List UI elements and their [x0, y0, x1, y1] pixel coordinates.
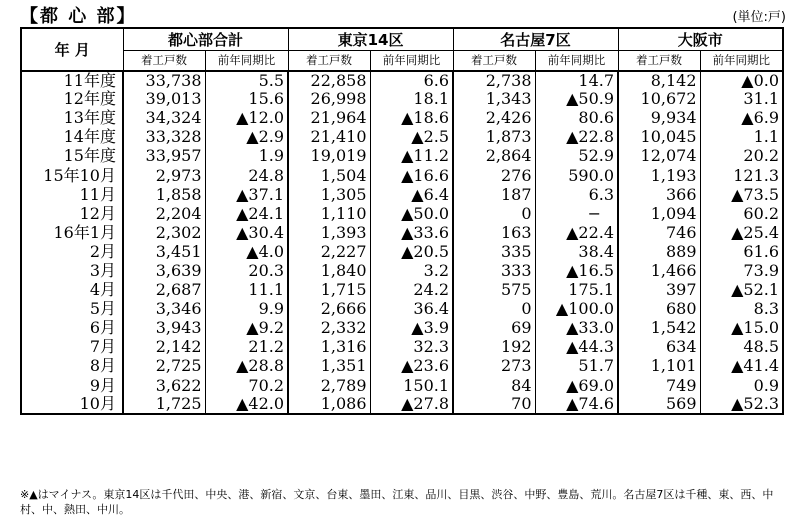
table-row: [21, 90, 783, 109]
starts-cell: 34,324: [123, 109, 205, 128]
starts-cell: 3,639: [123, 261, 205, 280]
starts-cell: 192: [453, 338, 535, 357]
starts-cell: 163: [453, 223, 535, 242]
starts-cell: 749: [618, 376, 700, 395]
yoy-cell: ▲52.3: [700, 395, 783, 414]
table-row: [21, 376, 783, 395]
row-label: 7月: [21, 338, 123, 357]
yoy-cell: ▲37.1: [205, 185, 288, 204]
yoy-cell: ▲22.4: [535, 223, 618, 242]
yoy-cell: ▲6.9: [700, 109, 783, 128]
starts-cell: 21,410: [288, 128, 370, 147]
yoy-cell: 70.2: [205, 376, 288, 395]
starts-cell: 569: [618, 395, 700, 414]
starts-cell: 335: [453, 242, 535, 261]
starts-cell: 70: [453, 395, 535, 414]
starts-cell: 187: [453, 185, 535, 204]
row-label: 12月: [21, 204, 123, 223]
yoy-cell: ▲52.1: [700, 281, 783, 300]
yoy-cell: ▲42.0: [205, 395, 288, 414]
table-row: [21, 71, 783, 90]
yoy-cell: 14.7: [535, 71, 618, 90]
yoy-cell: 48.5: [700, 338, 783, 357]
starts-cell: 3,622: [123, 376, 205, 395]
row-label: 4月: [21, 281, 123, 300]
yoy-cell: ▲18.6: [370, 109, 453, 128]
starts-cell: 2,789: [288, 376, 370, 395]
starts-cell: 1,343: [453, 90, 535, 109]
yoy-cell: 5.5: [205, 71, 288, 90]
unit-label: (単位:戸): [732, 10, 786, 25]
starts-cell: 2,738: [453, 71, 535, 90]
row-label: 11年度: [21, 71, 123, 90]
starts-cell: 575: [453, 281, 535, 300]
starts-cell: 3,943: [123, 319, 205, 338]
starts-cell: 1,351: [288, 357, 370, 376]
sub-header-yoy: 前年同期比: [700, 51, 783, 71]
yoy-cell: 121.3: [700, 166, 783, 185]
starts-cell: 1,094: [618, 204, 700, 223]
starts-cell: 69: [453, 319, 535, 338]
row-label: 9月: [21, 376, 123, 395]
yoy-cell: 32.3: [370, 338, 453, 357]
yoy-cell: 60.2: [700, 204, 783, 223]
group-header: 大阪市: [618, 28, 783, 51]
yoy-cell: ▲28.8: [205, 357, 288, 376]
table-row: [21, 166, 783, 185]
yoy-cell: ▲6.4: [370, 185, 453, 204]
yoy-cell: ▲69.0: [535, 376, 618, 395]
starts-cell: 10,672: [618, 90, 700, 109]
yoy-cell: 20.2: [700, 147, 783, 166]
yoy-cell: ▲73.5: [700, 185, 783, 204]
yoy-cell: 150.1: [370, 376, 453, 395]
yoy-cell: 1.9: [205, 147, 288, 166]
yoy-cell: ▲100.0: [535, 300, 618, 319]
yoy-cell: ▲44.3: [535, 338, 618, 357]
table-row: [21, 223, 783, 242]
starts-cell: 1,715: [288, 281, 370, 300]
yoy-cell: ▲16.5: [535, 261, 618, 280]
starts-cell: 2,864: [453, 147, 535, 166]
starts-cell: 33,328: [123, 128, 205, 147]
row-label: 10月: [21, 395, 123, 414]
table-row: [21, 185, 783, 204]
yoy-cell: ▲0.0: [700, 71, 783, 90]
starts-cell: 276: [453, 166, 535, 185]
sub-header-yoy: 前年同期比: [370, 51, 453, 71]
sub-header-starts: 着工戸数: [288, 51, 370, 71]
yoy-cell: ▲24.1: [205, 204, 288, 223]
row-label: 6月: [21, 319, 123, 338]
table-body: [21, 71, 783, 415]
yoy-cell: ▲23.6: [370, 357, 453, 376]
table-row: [21, 281, 783, 300]
table-row: [21, 319, 783, 338]
table-row: [21, 147, 783, 166]
footnote: ※▲はマイナス。東京14区は千代田、中央、港、新宿、文京、台東、墨田、江東、品川、目黒、渋谷、中野、豊島、荒川。名古屋7区は千種、東、西、中村、中、熱田、中川。: [20, 488, 774, 516]
table-header: [21, 28, 783, 71]
group-header: 名古屋7区: [453, 28, 618, 51]
row-label: 2月: [21, 242, 123, 261]
starts-cell: 0: [453, 300, 535, 319]
yoy-cell: 1.1: [700, 128, 783, 147]
yoy-cell: 6.3: [535, 185, 618, 204]
starts-cell: 2,687: [123, 281, 205, 300]
starts-cell: 634: [618, 338, 700, 357]
starts-cell: 12,074: [618, 147, 700, 166]
table-row: [21, 261, 783, 280]
starts-cell: 33,957: [123, 147, 205, 166]
yoy-cell: 31.1: [700, 90, 783, 109]
table-row: [21, 338, 783, 357]
yoy-cell: 52.9: [535, 147, 618, 166]
table-row: [21, 300, 783, 319]
table-row: [21, 109, 783, 128]
starts-cell: 746: [618, 223, 700, 242]
starts-cell: 3,451: [123, 242, 205, 261]
starts-cell: 22,858: [288, 71, 370, 90]
starts-cell: 1,316: [288, 338, 370, 357]
starts-cell: 1,101: [618, 357, 700, 376]
starts-cell: 0: [453, 204, 535, 223]
yoy-cell: ▲41.4: [700, 357, 783, 376]
yoy-cell: ▲74.6: [535, 395, 618, 414]
table-row: [21, 242, 783, 261]
starts-cell: 19,019: [288, 147, 370, 166]
yoy-cell: 24.8: [205, 166, 288, 185]
starts-cell: 2,227: [288, 242, 370, 261]
starts-cell: 397: [618, 281, 700, 300]
yoy-cell: 73.9: [700, 261, 783, 280]
group-header: 都心部合計: [123, 28, 288, 51]
housing-starts-table: [20, 27, 784, 415]
yoy-cell: 11.1: [205, 281, 288, 300]
yoy-cell: ▲16.6: [370, 166, 453, 185]
yoy-cell: 9.9: [205, 300, 288, 319]
starts-cell: 1,725: [123, 395, 205, 414]
yoy-cell: 3.2: [370, 261, 453, 280]
starts-cell: 1,840: [288, 261, 370, 280]
yoy-cell: ▲20.5: [370, 242, 453, 261]
yoy-cell: 21.2: [205, 338, 288, 357]
starts-cell: 1,086: [288, 395, 370, 414]
starts-cell: 2,142: [123, 338, 205, 357]
yoy-cell: ▲15.0: [700, 319, 783, 338]
sub-header-starts: 着工戸数: [453, 51, 535, 71]
row-label: 15年度: [21, 147, 123, 166]
yoy-cell: 61.6: [700, 242, 783, 261]
starts-cell: 889: [618, 242, 700, 261]
starts-cell: 1,858: [123, 185, 205, 204]
sub-header-starts: 着工戸数: [123, 51, 205, 71]
starts-cell: 39,013: [123, 90, 205, 109]
row-label: 11月: [21, 185, 123, 204]
yoy-cell: ▲30.4: [205, 223, 288, 242]
yoy-cell: 6.6: [370, 71, 453, 90]
yoy-cell: 80.6: [535, 109, 618, 128]
yoy-cell: ▲2.5: [370, 128, 453, 147]
yoy-cell: ▲12.0: [205, 109, 288, 128]
starts-cell: 3,346: [123, 300, 205, 319]
starts-cell: 1,542: [618, 319, 700, 338]
yoy-cell: ▲11.2: [370, 147, 453, 166]
yoy-cell: ▲27.8: [370, 395, 453, 414]
yoy-cell: 8.3: [700, 300, 783, 319]
row-label: 8月: [21, 357, 123, 376]
starts-cell: 1,193: [618, 166, 700, 185]
yoy-cell: 38.4: [535, 242, 618, 261]
starts-cell: 84: [453, 376, 535, 395]
yoy-cell: ▲25.4: [700, 223, 783, 242]
table-row: [21, 357, 783, 376]
starts-cell: 21,964: [288, 109, 370, 128]
yoy-cell: 20.3: [205, 261, 288, 280]
starts-cell: 1,873: [453, 128, 535, 147]
page-title: 【都 心 部】: [20, 6, 137, 27]
row-label: 14年度: [21, 128, 123, 147]
row-label: 13年度: [21, 109, 123, 128]
starts-cell: 1,305: [288, 185, 370, 204]
starts-cell: 9,934: [618, 109, 700, 128]
row-label: 5月: [21, 300, 123, 319]
yoy-cell: ▲22.8: [535, 128, 618, 147]
yoy-cell: −: [535, 204, 618, 223]
yoy-cell: ▲2.9: [205, 128, 288, 147]
starts-cell: 1,110: [288, 204, 370, 223]
starts-cell: 1,393: [288, 223, 370, 242]
group-header: 東京14区: [288, 28, 453, 51]
starts-cell: 26,998: [288, 90, 370, 109]
yoy-cell: ▲33.6: [370, 223, 453, 242]
yoy-cell: 51.7: [535, 357, 618, 376]
starts-cell: 2,204: [123, 204, 205, 223]
starts-cell: 33,738: [123, 71, 205, 90]
yoy-cell: ▲4.0: [205, 242, 288, 261]
starts-cell: 333: [453, 261, 535, 280]
yoy-cell: 18.1: [370, 90, 453, 109]
starts-cell: 1,466: [618, 261, 700, 280]
starts-cell: 2,302: [123, 223, 205, 242]
row-label: 12年度: [21, 90, 123, 109]
yoy-cell: 15.6: [205, 90, 288, 109]
yoy-cell: ▲33.0: [535, 319, 618, 338]
yoy-cell: ▲3.9: [370, 319, 453, 338]
table-row: [21, 204, 783, 223]
table-row: [21, 128, 783, 147]
row-label: 16年1月: [21, 223, 123, 242]
row-label: 15年10月: [21, 166, 123, 185]
yoy-cell: 175.1: [535, 281, 618, 300]
starts-cell: 1,504: [288, 166, 370, 185]
yoy-cell: ▲50.0: [370, 204, 453, 223]
yoy-cell: ▲50.9: [535, 90, 618, 109]
sub-header-starts: 着工戸数: [618, 51, 700, 71]
table-row: [21, 395, 783, 414]
starts-cell: 8,142: [618, 71, 700, 90]
starts-cell: 2,973: [123, 166, 205, 185]
yoy-cell: 0.9: [700, 376, 783, 395]
sub-header-yoy: 前年同期比: [535, 51, 618, 71]
yoy-cell: 36.4: [370, 300, 453, 319]
row-label: 3月: [21, 261, 123, 280]
starts-cell: 273: [453, 357, 535, 376]
sub-header-yoy: 前年同期比: [205, 51, 288, 71]
row-label-header: 年 月: [21, 28, 123, 71]
yoy-cell: 590.0: [535, 166, 618, 185]
yoy-cell: 24.2: [370, 281, 453, 300]
yoy-cell: ▲9.2: [205, 319, 288, 338]
starts-cell: 366: [618, 185, 700, 204]
starts-cell: 2,666: [288, 300, 370, 319]
starts-cell: 2,725: [123, 357, 205, 376]
starts-cell: 2,426: [453, 109, 535, 128]
starts-cell: 10,045: [618, 128, 700, 147]
starts-cell: 2,332: [288, 319, 370, 338]
starts-cell: 680: [618, 300, 700, 319]
